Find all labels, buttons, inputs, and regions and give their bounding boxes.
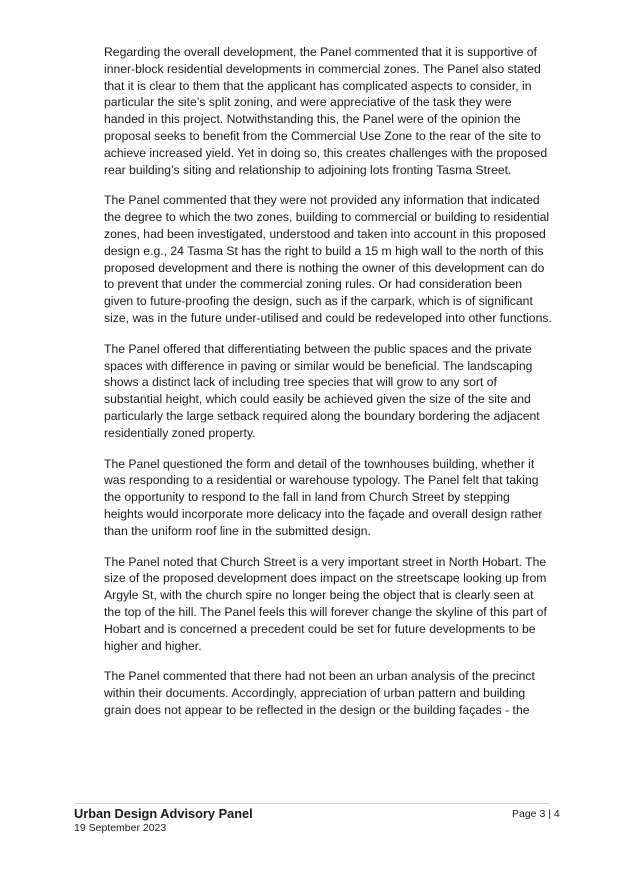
footer-date: 19 September 2023 (74, 822, 167, 834)
document-body (104, 44, 552, 733)
footer-divider (74, 803, 550, 804)
paragraph-church-street: The Panel noted that Church Street is a very important street in North Hobart. The size of the proposed development does impact on the streetscape looking up from Argyle St, with the church spire no longer being the object that is clearly seen at the top of the hill. The Panel feels this will forever change the skyline of this part of Hobart and is concerned a precedent could be set for future developments to be higher and higher. (104, 554, 547, 653)
footer-title: Urban Design Advisory Panel (74, 806, 253, 821)
paragraph-zoning-information: The Panel commented that they were not provided any information that indicated the degree to which the two zones, building to commercial or building to residential zones, had been investigated, understood and taken into account in this proposed design e.g., 24 Tasma St has the right to build a 15 m high wall to the north of this proposed development and there is nothing the owner of this development can do to prevent that under the commercial zoning rules. Or had consideration been given to future-proofing the design, such as if the carpark, which is of significant size, was in the future under-utilised and could be redeveloped into other functions. (104, 193, 552, 325)
paragraph-townhouses-form: The Panel questioned the form and detail of the townhouses building, whether it was responding to a residential or warehouse typology. The Panel felt that taking the opportunity to respond to the fall in land from Church Street by stepping heights would incorporate more delicacy into the façade and overall design rather than the uniform roof line in the submitted design. (104, 456, 543, 538)
page-number: Page 3 | 4 (512, 808, 560, 820)
paragraph-overall-development: Regarding the overall development, the Panel commented that it is supportive of inner-block residential developments in commercial zones. The Panel also stated that it is clear to them that the applicant has complicated aspects to consider, in particular the site’s split zoning, and were appreciative of the task they were handed in this project. Notwithstanding this, the Panel were of the opinion the proposal seeks to benefit from the Commercial Use Zone to the rear of the site to achieve increased yield. Yet in doing so, this creates challenges with the proposed rear building’s siting and relationship to adjoining lots fronting Tasma Street. (104, 45, 548, 177)
paragraph-landscaping: The Panel offered that differentiating between the public spaces and the private spaces with difference in paving or similar would be beneficial. The landscaping shows a distinct lack of including tree species that will grow to any sort of substantial height, which could easily be achieved given the size of the site and particularly the large setback required along the boundary bordering the adjacent residentially zoned property. (104, 341, 540, 440)
paragraph-urban-analysis: The Panel commented that there had not been an urban analysis of the precinct within their documents. Accordingly, appreciation of urban pattern and building grain does not appear to be reflected in the design or the building façades - the (104, 669, 535, 717)
